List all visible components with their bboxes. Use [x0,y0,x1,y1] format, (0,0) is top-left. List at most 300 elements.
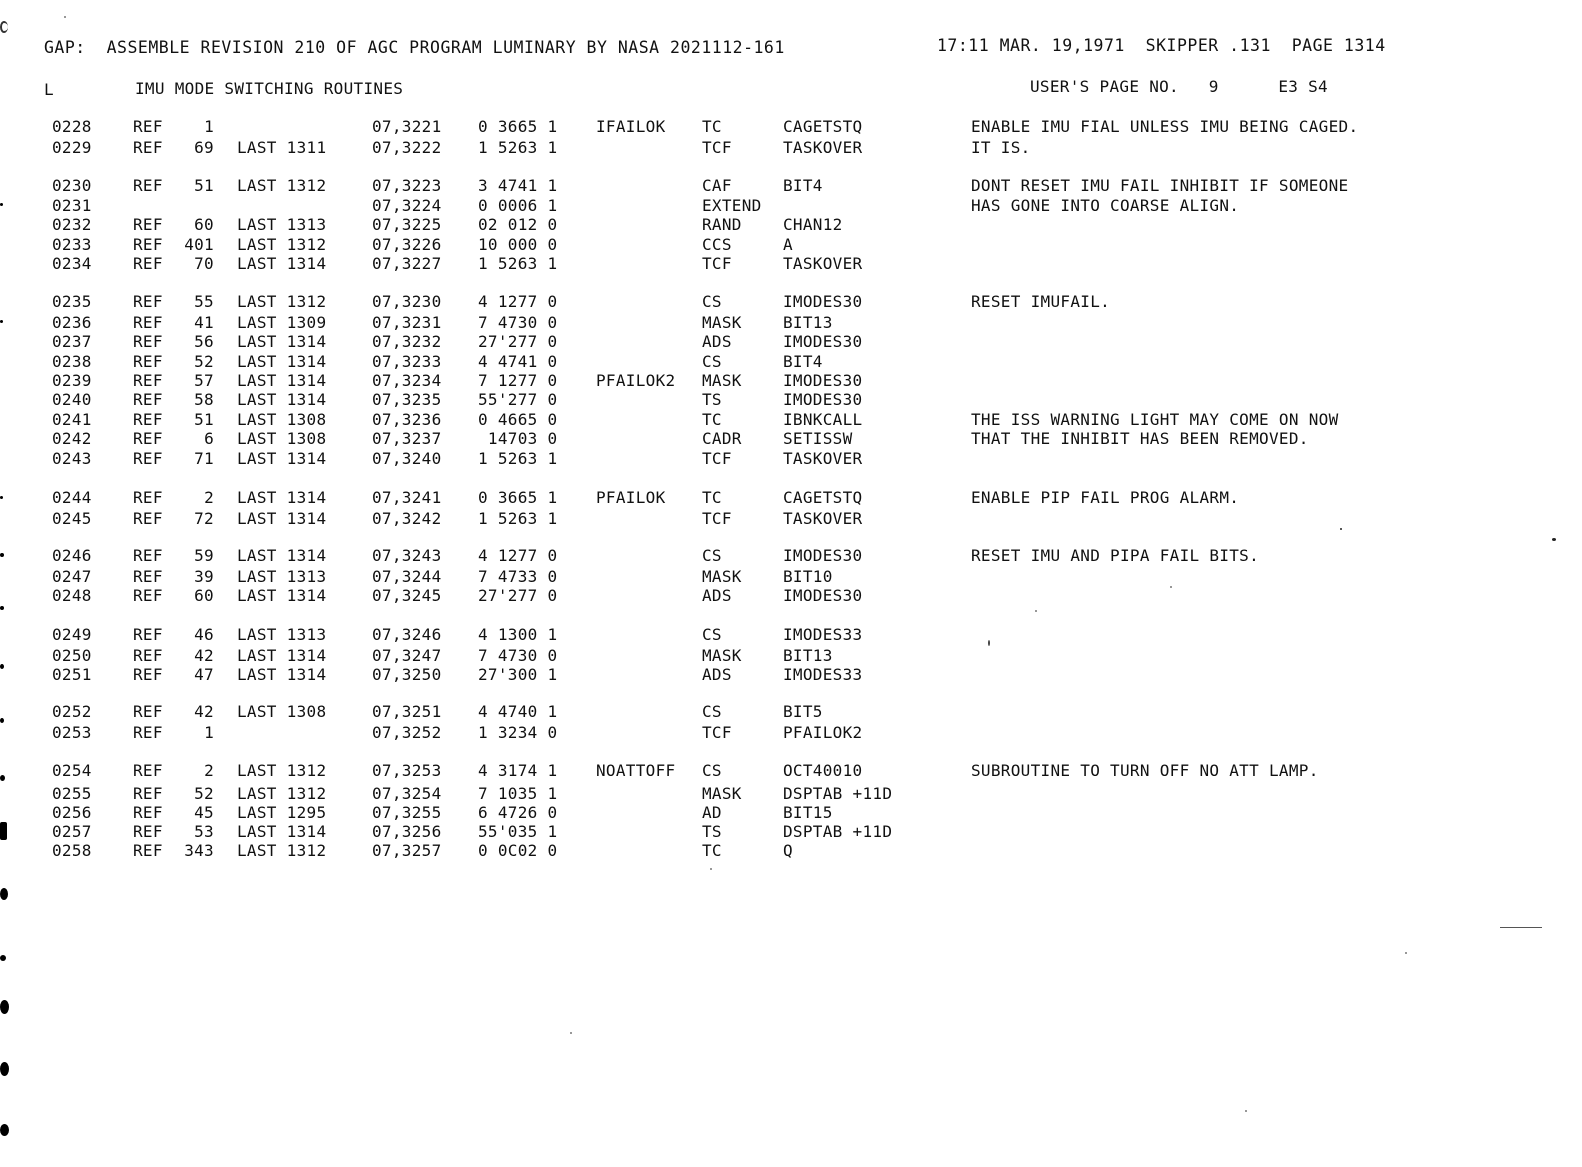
ref-count: 1 [204,723,214,742]
operand: BIT15 [783,803,833,822]
operand: IBNKCALL [783,410,863,429]
ref-count: 52 [194,352,214,371]
ref-keyword: REF [133,138,163,157]
octal-code: 55'035 1 [478,822,558,841]
seq-number: 0253 [52,723,92,742]
last-page: LAST 1314 [237,509,327,528]
ref-count: 53 [194,822,214,841]
seq-number: 0238 [52,352,92,371]
opcode: CS [702,702,722,721]
last-page: LAST 1312 [237,841,327,860]
listing-row [0,784,1582,804]
opcode: MASK [702,313,742,332]
last-page: LAST 1314 [237,371,327,390]
last-page: LAST 1295 [237,803,327,822]
octal-code: 10 000 0 [478,235,558,254]
seq-number: 0257 [52,822,92,841]
opcode: CS [702,625,722,644]
operand: CAGETSTQ [783,117,863,136]
ref-count: 42 [194,702,214,721]
user-page-number: USER'S PAGE NO. 9 E3 S4 [1030,77,1328,96]
octal-code: 6 4726 0 [478,803,558,822]
octal-code: 1 3234 0 [478,723,558,742]
opcode: TS [702,390,722,409]
margin-mark [0,775,5,781]
scan-speck [1035,610,1037,612]
ref-count: 51 [194,410,214,429]
opcode: TCF [702,254,732,273]
operand: TASKOVER [783,138,863,157]
listing-row [0,625,1582,645]
last-page: LAST 1313 [237,625,327,644]
octal-code: 27'277 0 [478,332,558,351]
memory-address: 07,3231 [372,313,442,332]
seq-number: 0231 [52,196,92,215]
operand: TASKOVER [783,509,863,528]
ref-keyword: REF [133,509,163,528]
octal-code: 02 012 0 [478,215,558,234]
memory-address: 07,3257 [372,841,442,860]
ref-count: 2 [204,761,214,780]
operand: BIT10 [783,567,833,586]
scan-speck [1405,952,1407,954]
symbol-label: PFAILOK2 [596,371,676,390]
last-page: LAST 1314 [237,332,327,351]
operand: IMODES30 [783,332,863,351]
memory-address: 07,3234 [372,371,442,390]
seq-number: 0256 [52,803,92,822]
margin-mark [0,606,4,610]
comment: IT IS. [971,138,1031,157]
seq-number: 0254 [52,761,92,780]
octal-code: 7 4733 0 [478,567,558,586]
ref-count: 42 [194,646,214,665]
listing-row [0,586,1582,606]
memory-address: 07,3255 [372,803,442,822]
ref-keyword: REF [133,784,163,803]
header-assembly-title: GAP: ASSEMBLE REVISION 210 OF AGC PROGRAM LUMINARY BY NASA 2021112-161 [44,38,785,57]
ref-keyword: REF [133,176,163,195]
ref-count: 55 [194,292,214,311]
memory-address: 07,3252 [372,723,442,742]
last-page: LAST 1314 [237,546,327,565]
margin-mark [0,21,8,33]
listing-row [0,196,1582,216]
comment: SUBROUTINE TO TURN OFF NO ATT LAMP. [971,761,1319,780]
last-page: LAST 1312 [237,292,327,311]
ref-keyword: REF [133,586,163,605]
memory-address: 07,3221 [372,117,442,136]
ref-keyword: REF [133,646,163,665]
operand: IMODES30 [783,371,863,390]
octal-code: 0 3665 1 [478,117,558,136]
comment: HAS GONE INTO COARSE ALIGN. [971,196,1240,215]
subheader-marker: L [44,80,54,99]
seq-number: 0236 [52,313,92,332]
opcode: RAND [702,215,742,234]
ref-keyword: REF [133,390,163,409]
listing-row [0,702,1582,722]
scan-speck [1170,586,1172,588]
memory-address: 07,3235 [372,390,442,409]
opcode: TS [702,822,722,841]
last-page: LAST 1312 [237,235,327,254]
ref-keyword: REF [133,449,163,468]
comment: RESET IMUFAIL. [971,292,1111,311]
seq-number: 0240 [52,390,92,409]
last-page: LAST 1312 [237,784,327,803]
comment: DONT RESET IMU FAIL INHIBIT IF SOMEONE [971,176,1349,195]
octal-code: 4 1277 0 [478,546,558,565]
opcode: TCF [702,449,732,468]
margin-mark [0,496,3,499]
operand: BIT13 [783,313,833,332]
ref-count: 72 [194,509,214,528]
memory-address: 07,3245 [372,586,442,605]
memory-address: 07,3247 [372,646,442,665]
listing-row [0,646,1582,666]
memory-address: 07,3233 [372,352,442,371]
ref-keyword: REF [133,822,163,841]
listing-row [0,352,1582,372]
listing-row [0,488,1582,508]
listing-row [0,390,1582,410]
margin-mark [0,955,6,961]
listing-row [0,254,1582,274]
octal-code: 27'300 1 [478,665,558,684]
operand: TASKOVER [783,254,863,273]
operand: IMODES33 [783,665,863,684]
opcode: CS [702,292,722,311]
opcode: ADS [702,332,732,351]
memory-address: 07,3240 [372,449,442,468]
operand: CAGETSTQ [783,488,863,507]
scan-speck [988,640,990,646]
ref-count: 57 [194,371,214,390]
operand: SETISSW [783,429,853,448]
margin-mark [0,203,3,206]
symbol-label: PFAILOK [596,488,666,507]
listing-row [0,371,1582,391]
ref-keyword: REF [133,723,163,742]
listing-row [0,117,1582,137]
margin-mark [0,320,3,323]
listing-row [0,313,1582,333]
ref-keyword: REF [133,215,163,234]
memory-address: 07,3242 [372,509,442,528]
margin-mark [0,822,7,840]
opcode: CADR [702,429,742,448]
last-page: LAST 1314 [237,646,327,665]
listing-row [0,822,1582,842]
seq-number: 0243 [52,449,92,468]
ref-keyword: REF [133,313,163,332]
last-page: LAST 1308 [237,429,327,448]
operand: IMODES30 [783,586,863,605]
ref-keyword: REF [133,429,163,448]
last-page: LAST 1313 [237,567,327,586]
listing-row [0,509,1582,529]
scan-speck [570,1032,572,1034]
octal-code: 7 1277 0 [478,371,558,390]
last-page: LAST 1314 [237,449,327,468]
listing-row [0,176,1582,196]
memory-address: 07,3222 [372,138,442,157]
operand: Q [783,841,793,860]
ref-keyword: REF [133,625,163,644]
comment: ENABLE PIP FAIL PROG ALARM. [971,488,1240,507]
memory-address: 07,3227 [372,254,442,273]
scan-speck [1552,538,1556,541]
operand: BIT5 [783,702,823,721]
seq-number: 0233 [52,235,92,254]
memory-address: 07,3246 [372,625,442,644]
last-page: LAST 1308 [237,410,327,429]
last-page: LAST 1311 [237,138,327,157]
ref-count: 60 [194,586,214,605]
scan-line [1500,927,1542,928]
octal-code: 4 4741 0 [478,352,558,371]
ref-keyword: REF [133,665,163,684]
operand: IMODES33 [783,625,863,644]
opcode: TC [702,410,722,429]
listing-row [0,138,1582,158]
memory-address: 07,3223 [372,176,442,195]
listing-row [0,546,1582,566]
operand: BIT13 [783,646,833,665]
memory-address: 07,3243 [372,546,442,565]
operand: DSPTAB +11D [783,822,893,841]
header-date-page: 17:11 MAR. 19,1971 SKIPPER .131 PAGE 1314 [937,36,1386,55]
margin-mark [0,1000,9,1014]
opcode: MASK [702,567,742,586]
memory-address: 07,3241 [372,488,442,507]
octal-code: 0 3665 1 [478,488,558,507]
last-page: LAST 1309 [237,313,327,332]
octal-code: 7 1035 1 [478,784,558,803]
octal-code: 1 5263 1 [478,138,558,157]
seq-number: 0242 [52,429,92,448]
listing-row [0,332,1582,352]
ref-keyword: REF [133,841,163,860]
ref-count: 70 [194,254,214,273]
operand: OCT40010 [783,761,863,780]
opcode: CS [702,546,722,565]
memory-address: 07,3225 [372,215,442,234]
listing-row [0,761,1582,781]
seq-number: 0235 [52,292,92,311]
operand: TASKOVER [783,449,863,468]
operand: CHAN12 [783,215,843,234]
opcode: ADS [702,665,732,684]
ref-count: 52 [194,784,214,803]
opcode: CS [702,761,722,780]
seq-number: 0255 [52,784,92,803]
opcode: MASK [702,646,742,665]
last-page: LAST 1314 [237,586,327,605]
comment: RESET IMU AND PIPA FAIL BITS. [971,546,1260,565]
last-page: LAST 1312 [237,176,327,195]
octal-code: 0 4665 0 [478,410,558,429]
ref-count: 58 [194,390,214,409]
last-page: LAST 1314 [237,665,327,684]
octal-code: 4 1277 0 [478,292,558,311]
comment: THE ISS WARNING LIGHT MAY COME ON NOW [971,410,1339,429]
operand: A [783,235,793,254]
octal-code: 7 4730 0 [478,313,558,332]
memory-address: 07,3251 [372,702,442,721]
listing-row [0,410,1582,430]
seq-number: 0258 [52,841,92,860]
memory-address: 07,3224 [372,196,442,215]
last-page: LAST 1314 [237,352,327,371]
last-page: LAST 1314 [237,488,327,507]
memory-address: 07,3230 [372,292,442,311]
comment: ENABLE IMU FIAL UNLESS IMU BEING CAGED. [971,117,1359,136]
ref-count: 47 [194,665,214,684]
octal-code: 0 0C02 0 [478,841,558,860]
comment: THAT THE INHIBIT HAS BEEN REMOVED. [971,429,1309,448]
memory-address: 07,3254 [372,784,442,803]
ref-count: 51 [194,176,214,195]
opcode: TCF [702,138,732,157]
ref-count: 60 [194,215,214,234]
opcode: AD [702,803,722,822]
section-title: IMU MODE SWITCHING ROUTINES [135,79,404,98]
seq-number: 0249 [52,625,92,644]
ref-count: 1 [204,117,214,136]
operand: IMODES30 [783,546,863,565]
margin-mark [0,1062,9,1076]
seq-number: 0239 [52,371,92,390]
octal-code: 14703 0 [478,429,558,448]
octal-code: 0 0006 1 [478,196,558,215]
memory-address: 07,3237 [372,429,442,448]
seq-number: 0245 [52,509,92,528]
ref-keyword: REF [133,803,163,822]
operand: DSPTAB +11D [783,784,893,803]
opcode: TC [702,117,722,136]
ref-keyword: REF [133,117,163,136]
ref-keyword: REF [133,702,163,721]
opcode: TC [702,488,722,507]
symbol-label: NOATTOFF [596,761,676,780]
octal-code: 1 5263 1 [478,449,558,468]
opcode: MASK [702,784,742,803]
ref-keyword: REF [133,761,163,780]
seq-number: 0246 [52,546,92,565]
margin-mark [0,664,4,669]
ref-keyword: REF [133,332,163,351]
seq-number: 0252 [52,702,92,721]
memory-address: 07,3253 [372,761,442,780]
last-page: LAST 1314 [237,254,327,273]
ref-count: 71 [194,449,214,468]
octal-code: 27'277 0 [478,586,558,605]
ref-count: 59 [194,546,214,565]
ref-count: 46 [194,625,214,644]
scan-speck [710,868,712,870]
seq-number: 0230 [52,176,92,195]
operand: BIT4 [783,352,823,371]
listing-row [0,429,1582,449]
ref-keyword: REF [133,292,163,311]
ref-count: 39 [194,567,214,586]
symbol-label: IFAILOK [596,117,666,136]
memory-address: 07,3250 [372,665,442,684]
listing-row [0,215,1582,235]
scan-speck [1245,1110,1247,1112]
seq-number: 0237 [52,332,92,351]
ref-keyword: REF [133,567,163,586]
ref-count: 56 [194,332,214,351]
last-page: LAST 1314 [237,390,327,409]
listing-row [0,841,1582,861]
operand: PFAILOK2 [783,723,863,742]
scan-speck [1340,528,1342,530]
ref-count: 45 [194,803,214,822]
operand: IMODES30 [783,390,863,409]
last-page: LAST 1313 [237,215,327,234]
margin-mark [0,553,4,557]
memory-address: 07,3236 [372,410,442,429]
margin-mark [0,888,8,900]
listing-row [0,449,1582,469]
seq-number: 0244 [52,488,92,507]
scan-speck [64,16,66,18]
seq-number: 0229 [52,138,92,157]
opcode: MASK [702,371,742,390]
ref-keyword: REF [133,235,163,254]
ref-keyword: REF [133,488,163,507]
seq-number: 0232 [52,215,92,234]
opcode: TC [702,841,722,860]
octal-code: 1 5263 1 [478,509,558,528]
octal-code: 55'277 0 [478,390,558,409]
ref-count: 41 [194,313,214,332]
listing-row [0,665,1582,685]
listing-row [0,803,1582,823]
ref-keyword: REF [133,254,163,273]
seq-number: 0228 [52,117,92,136]
operand: IMODES30 [783,292,863,311]
ref-keyword: REF [133,352,163,371]
operand: BIT4 [783,176,823,195]
listing-row [0,235,1582,255]
octal-code: 4 4740 1 [478,702,558,721]
last-page: LAST 1314 [237,822,327,841]
ref-keyword: REF [133,371,163,390]
memory-address: 07,3226 [372,235,442,254]
opcode: CCS [702,235,732,254]
margin-mark [0,718,4,723]
opcode: ADS [702,586,732,605]
opcode: EXTEND [702,196,762,215]
opcode: CS [702,352,722,371]
memory-address: 07,3256 [372,822,442,841]
last-page: LAST 1312 [237,761,327,780]
listing-row [0,292,1582,312]
ref-keyword: REF [133,410,163,429]
seq-number: 0248 [52,586,92,605]
opcode: TCF [702,509,732,528]
seq-number: 0234 [52,254,92,273]
memory-address: 07,3232 [372,332,442,351]
ref-count: 401 [184,235,214,254]
ref-count: 69 [194,138,214,157]
octal-code: 7 4730 0 [478,646,558,665]
opcode: TCF [702,723,732,742]
